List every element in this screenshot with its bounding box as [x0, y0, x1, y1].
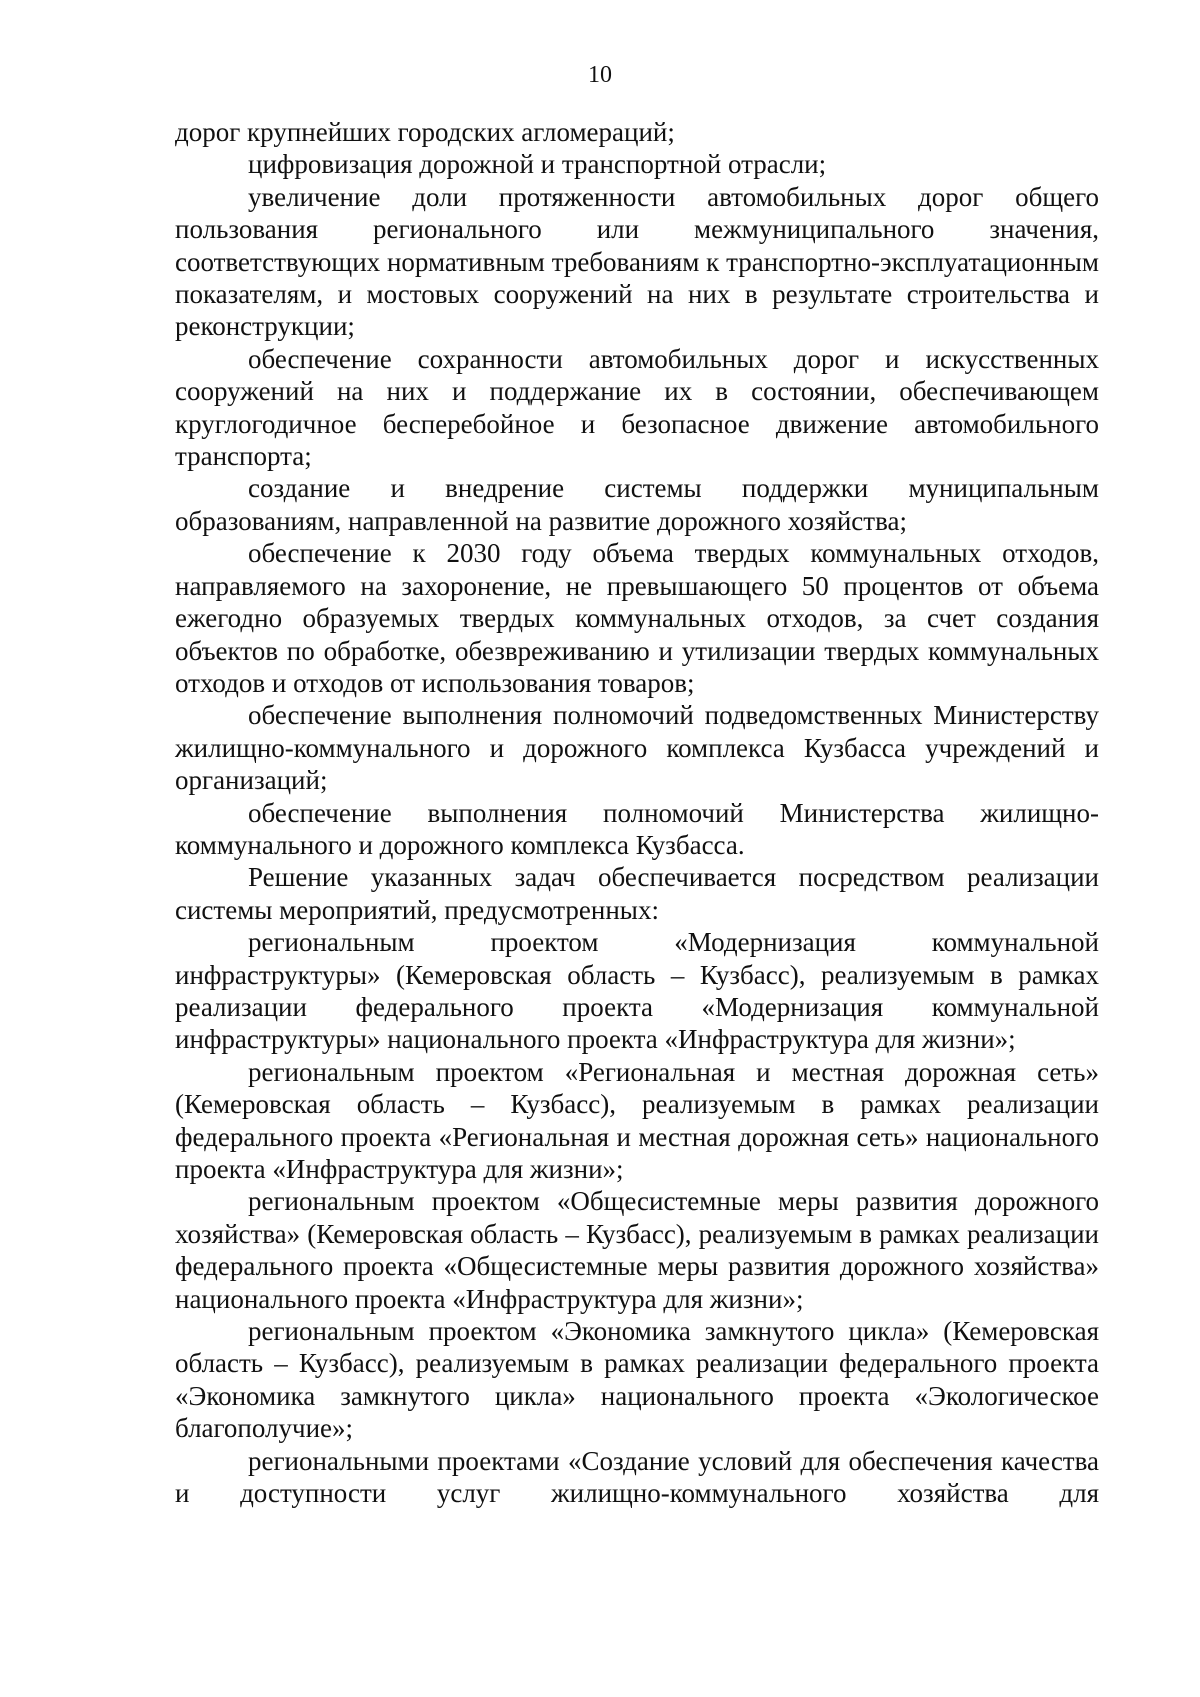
paragraph-9: Решение указанных задач обеспечивается посредством реализации системы мероприятий, предусмотренных:	[175, 862, 1099, 925]
paragraph-14: региональными проектами «Создание условий для обеспечения качества и доступности услуг жилищно-коммунального хозяйства для	[175, 1445, 1099, 1509]
paragraph-5: создание и внедрение системы поддержки муниципальным образованиям, направленной на развитие дорожного хозяйства;	[175, 473, 1099, 536]
paragraph-8: обеспечение выполнения полномочий Министерства жилищно-коммунального и дорожного комплекса Кузбасса.	[175, 797, 1099, 860]
paragraph-13: региональным проектом «Экономика замкнутого цикла» (Кемеровская область – Кузбасс), реализуемым в рамках реализации федерального проекта «Экономика замкнутого цикла» национального проекта «Экологическое благополучие»;	[175, 1316, 1099, 1444]
page-number: 10	[588, 62, 612, 88]
body-text	[175, 116, 1099, 1509]
paragraph-2: цифровизация дорожной и транспортной отрасли;	[248, 149, 827, 180]
paragraph-4: обеспечение сохранности автомобильных дорог и искусственных сооружений на них и поддержание их в состоянии, обеспечивающем круглогодичное бесперебойное и безопасное движение автомобильного транспорта;	[175, 343, 1099, 472]
paragraph-6: обеспечение к 2030 году объема твердых коммунальных отходов, направляемого на захоронение, не превышающего 50 процентов от объема ежегодно образуемых твердых коммунальных отходов, за счет создания объектов по обработке, обезвреживанию и утилизации твердых коммунальных отходов и отходов от использования товаров;	[175, 538, 1099, 698]
paragraph-1: дорог крупнейших городских агломераций;	[175, 117, 675, 147]
paragraph-7: обеспечение выполнения полномочий подведомственных Министерству жилищно-коммунального и дорожного комплекса Кузбасса учреждений и организаций;	[175, 700, 1099, 796]
paragraph-10: региональным проектом «Модернизация коммунальной инфраструктуры» (Кемеровская область – Кузбасс), реализуемым в рамках реализации федерального проекта «Модернизация коммунальной инфраструктуры» национального проекта «Инфраструктура для жизни»;	[175, 927, 1099, 1055]
paragraph-12: региональным проектом «Общесистемные меры развития дорожного хозяйства» (Кемеровская область – Кузбасс), реализуемым в рамках реализации федерального проекта «Общесистемные меры развития дорожного хозяйства» национального проекта «Инфраструктура для жизни»;	[175, 1186, 1099, 1314]
paragraph-3: увеличение доли протяженности автомобильных дорог общего пользования регионального или межмуниципального значения, соответствующих нормативным требованиям к транспортно-эксплуатационным показателям, и мостовых сооружений на них в результате строительства и реконструкции;	[175, 181, 1099, 342]
paragraph-11: региональным проектом «Региональная и местная дорожная сеть» (Кемеровская область – Кузбасс), реализуемым в рамках реализации федерального проекта «Региональная и местная дорожная сеть» национального проекта «Инфраструктура для жизни»;	[175, 1056, 1099, 1184]
